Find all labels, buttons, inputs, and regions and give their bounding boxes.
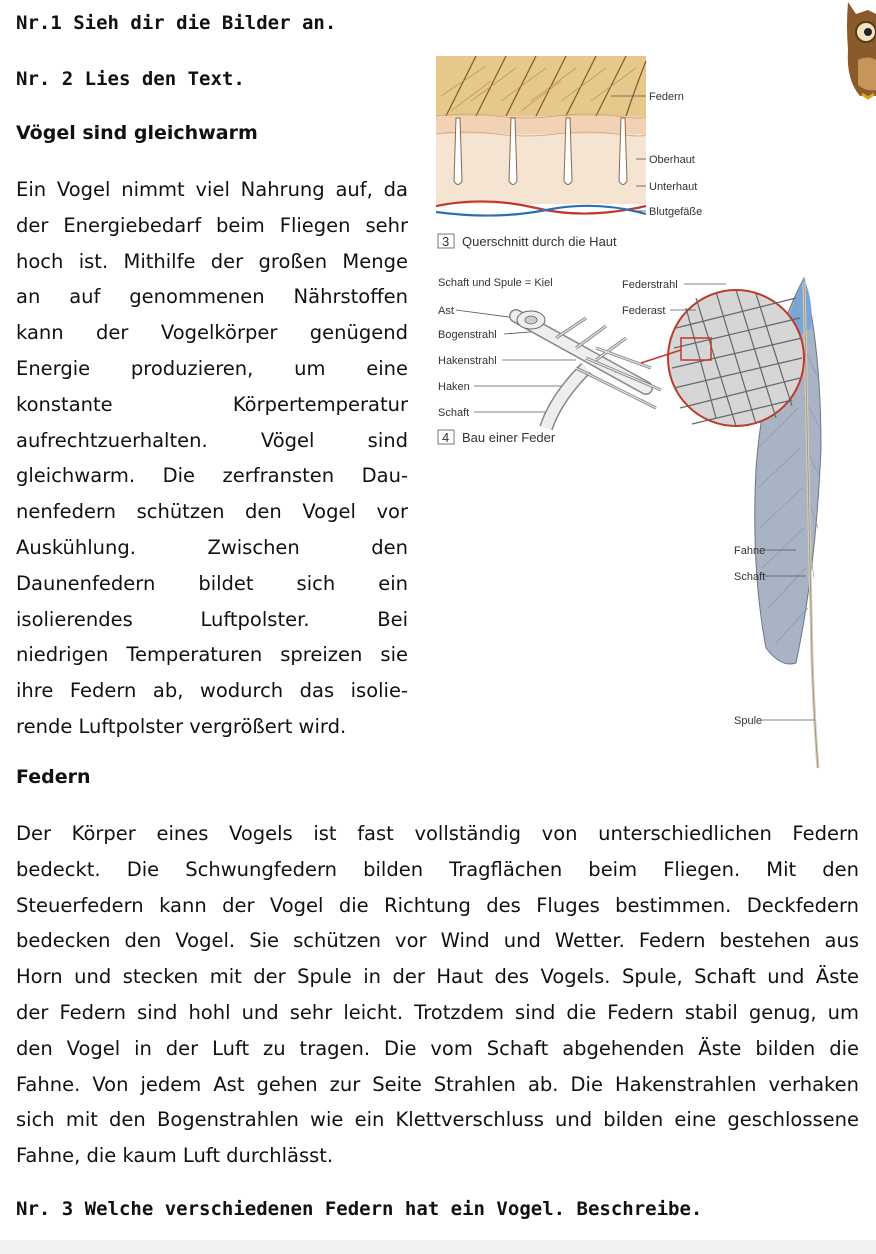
owl-logo-icon [838,0,876,100]
feather-illustration [641,278,821,768]
label-schaft: Schaft [438,407,470,419]
label-oberhaut: Oberhaut [649,154,695,166]
text-line: bedeckt. Die Schwungfedern bilden Tragflächen beim Fliegen. Mit den [16,857,859,881]
figure4-number: 4 [442,430,450,445]
text-line: sich mit den Bogenstrahlen wie ein Klettverschluss und bilden eine geschlossene [16,1108,859,1132]
barb-detail-illustration [516,311,661,428]
section-heading-federn: Federn [16,766,91,788]
label-schaft-feather: Schaft [734,571,766,583]
text-line: Horn und stecken mit der Spule in der Haut des Vogels. Spule, Schaft und Äste [16,965,859,989]
text-line: den Vogel in der Luft zu tragen. Die vom Schaft abgehenden Äste bilden die [16,1036,859,1060]
figure-skin-cross-section [436,56,736,256]
text-line: hoch ist. Mithilfe der großen Menge [16,249,408,273]
label-schaft-spule: Schaft und Spule = Kiel [438,277,553,289]
label-ast: Ast [438,305,454,317]
text-line: konstante Körpertemperatur [16,392,408,416]
label-blutgefaesse: Blutgefäße [649,206,703,218]
label-federn: Federn [649,91,684,103]
label-bogenstrahl: Bogenstrahl [438,329,497,341]
text-line: gleichwarm. Die zerfransten Dau- [16,464,408,488]
text-line: nenfedern schützen den Vogel vor [16,500,408,524]
text-line: Energie produzieren, um eine [16,356,408,380]
text-line: bedecken den Vogel. Sie schützen vor Wind und Wetter. Federn bestehen aus [16,929,859,953]
paragraph-federn [16,816,859,1174]
text-line: aufrechtzuerhalten. Vögel sind [16,428,408,452]
text-line: ihre Federn ab, wodurch das isolie- [16,679,408,703]
text-line: Der Körper eines Vogels ist fast vollständig von unterschiedlichen Federn [16,822,859,845]
paragraph-gleichwarm [16,172,408,745]
text-line: an auf genommenen Nährstoffen [16,285,408,309]
text-line: kann der Vogelkörper genügend [16,321,408,345]
figure4-caption: Bau einer Feder [462,430,556,445]
section-heading-gleichwarm: Vögel sind gleichwarm [16,122,258,144]
text-line: rende Luftpolster vergrößert wird. [16,714,347,738]
label-hakenstrahl: Hakenstrahl [438,355,497,367]
task2-heading: Nr. 2 Lies den Text. [16,68,245,90]
text-line: der Federn sind hohl und sehr leicht. Trotzdem sind die Federn stabil genug, um [16,1000,859,1024]
text-line: isolierendes Luftpolster. Bei [16,607,408,631]
task3-heading: Nr. 3 Welche verschiedenen Federn hat ein Vogel. Beschreibe. [16,1198,703,1220]
text-line: niedrigen Temperaturen spreizen sie [16,643,408,667]
label-haken: Haken [438,381,470,393]
label-spule: Spule [734,715,763,727]
text-line: Auskühlung. Zwischen den [16,535,408,559]
text-line: Ein Vogel nimmt viel Nahrung auf, da [16,178,408,201]
figure3-number: 3 [442,234,450,249]
label-fahne: Fahne [734,545,766,557]
figure3-caption: Querschnitt durch die Haut [462,234,617,249]
figure-feather-structure [436,268,876,788]
label-unterhaut: Unterhaut [649,181,698,193]
text-line: Fahne. Von jedem Ast gehen zur Seite Strahlen ab. Die Hakenstrahlen verhaken [16,1072,859,1096]
page-bottom-divider [0,1240,876,1254]
label-federast: Federast [622,305,666,317]
task1-heading: Nr.1 Sieh dir die Bilder an. [16,12,337,34]
text-line: Fahne, die kaum Luft durchlässt. [16,1144,334,1168]
text-line: Steuerfedern kann der Vogel die Richtung des Fluges bestimmen. Deckfedern [16,893,859,917]
text-line: Daunenfedern bildet sich ein [16,571,408,595]
label-federstrahl: Federstrahl [622,279,678,291]
text-line: der Energiebedarf beim Fliegen sehr [16,213,408,237]
feathers-illustration [436,56,646,116]
